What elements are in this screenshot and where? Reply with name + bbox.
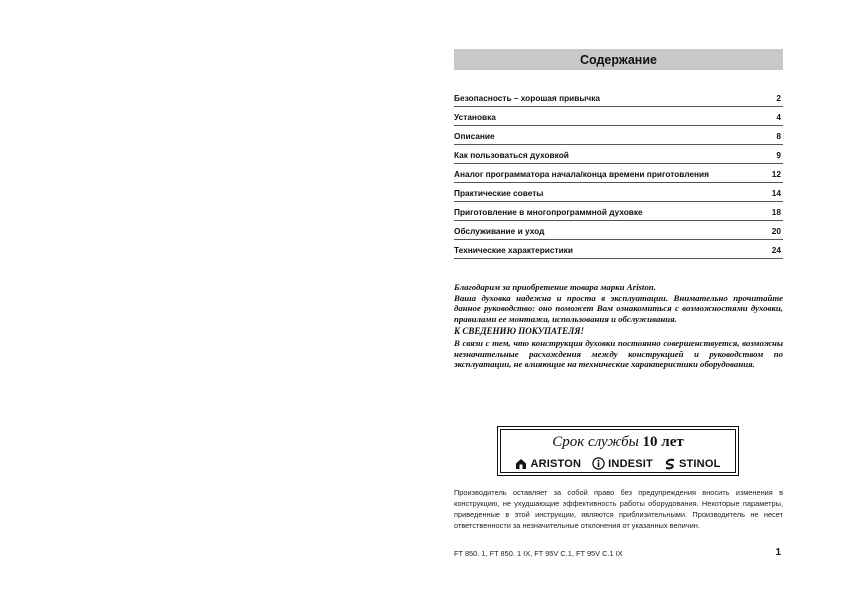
intro-thanks: Благодарим за приобретение товара марки Ariston. bbox=[454, 282, 656, 292]
toc-row[interactable] bbox=[454, 183, 783, 202]
intro-body: Ваша духовка надежна и проста в эксплуатации. Внимательно прочитайте данное руководство: оно поможет Вам ознакомиться с возможностями духовки, правилами ее монтажа, использования и обслуживания. bbox=[454, 292, 783, 324]
toc-row[interactable] bbox=[454, 88, 783, 107]
service-life-inner-frame bbox=[500, 429, 736, 473]
page-title: Содержание bbox=[454, 49, 783, 70]
brand-indesit bbox=[592, 457, 653, 470]
brand-logos bbox=[501, 457, 735, 470]
service-life-line bbox=[501, 434, 735, 451]
disclaimer-text: Производитель оставляет за собой право без предупреждения вносить изменения в конструкцию, не ухудшающие эффективность работы оборудования. Некоторые параметры, приведенные в этой инструкции, являются приблизительными. Производитель не несет ответственности за незначительные отклонения от указанных величин. bbox=[454, 488, 783, 530]
indesit-i-icon bbox=[592, 457, 605, 470]
toc-title: Технические характеристики bbox=[454, 245, 573, 255]
toc-title: Установка bbox=[454, 112, 496, 122]
toc-page: 9 bbox=[776, 150, 781, 160]
toc-page: 20 bbox=[771, 226, 781, 236]
toc-page: 14 bbox=[771, 188, 781, 198]
toc-row[interactable] bbox=[454, 202, 783, 221]
brand-name: STINOL bbox=[678, 457, 721, 470]
service-life-box bbox=[497, 426, 739, 476]
manufacturer-disclaimer bbox=[454, 487, 783, 531]
toc-page: 2 bbox=[776, 93, 781, 103]
service-life-value: 10 лет bbox=[642, 434, 684, 450]
page-number: 1 bbox=[775, 547, 781, 558]
intro-text bbox=[454, 282, 783, 324]
brand-name: ARISTON bbox=[530, 457, 582, 470]
toc-row[interactable] bbox=[454, 145, 783, 164]
brand-stinol bbox=[664, 458, 721, 470]
toc-row[interactable] bbox=[454, 221, 783, 240]
brand-ariston bbox=[515, 458, 581, 470]
toc-title: Как пользоваться духовкой bbox=[454, 150, 569, 160]
toc-row[interactable] bbox=[454, 107, 783, 126]
brand-name: INDESIT bbox=[608, 457, 653, 470]
toc-page: 12 bbox=[771, 169, 781, 179]
service-life-label: Срок службы bbox=[552, 434, 639, 450]
toc-page: 8 bbox=[776, 131, 781, 141]
stinol-s-icon bbox=[664, 458, 676, 470]
toc-title: Обслуживание и уход bbox=[454, 226, 545, 236]
notice-body: В связи с тем, что конструкция духовки постоянно совершенствуется, возможны незначительные расхождения между конструкцией и руководством по эксплуатации, не влияющие на технические характеристики оборудования. bbox=[454, 338, 783, 370]
ariston-house-icon bbox=[515, 458, 527, 470]
toc-title: Приготовление в многопрограммной духовке bbox=[454, 207, 643, 217]
toc-page: 18 bbox=[771, 207, 781, 217]
toc-page: 4 bbox=[776, 112, 781, 122]
toc-title: Аналог программатора начала/конца времени приготовления bbox=[454, 169, 709, 179]
toc-row[interactable] bbox=[454, 126, 783, 145]
toc-title: Безопасность – хорошая привычка bbox=[454, 93, 601, 103]
toc-page: 24 bbox=[771, 245, 781, 255]
model-list: FT 850. 1, FT 850. 1 IX, FT 95V C.1, FT 95V C.1 IX bbox=[454, 549, 623, 558]
table-of-contents bbox=[454, 88, 783, 259]
notice-title: К СВЕДЕНИЮ ПОКУПАТЕЛЯ! bbox=[454, 326, 585, 336]
toc-title: Практические советы bbox=[454, 188, 544, 198]
toc-row[interactable] bbox=[454, 240, 783, 259]
toc-title: Описание bbox=[454, 131, 495, 141]
toc-row[interactable] bbox=[454, 164, 783, 183]
